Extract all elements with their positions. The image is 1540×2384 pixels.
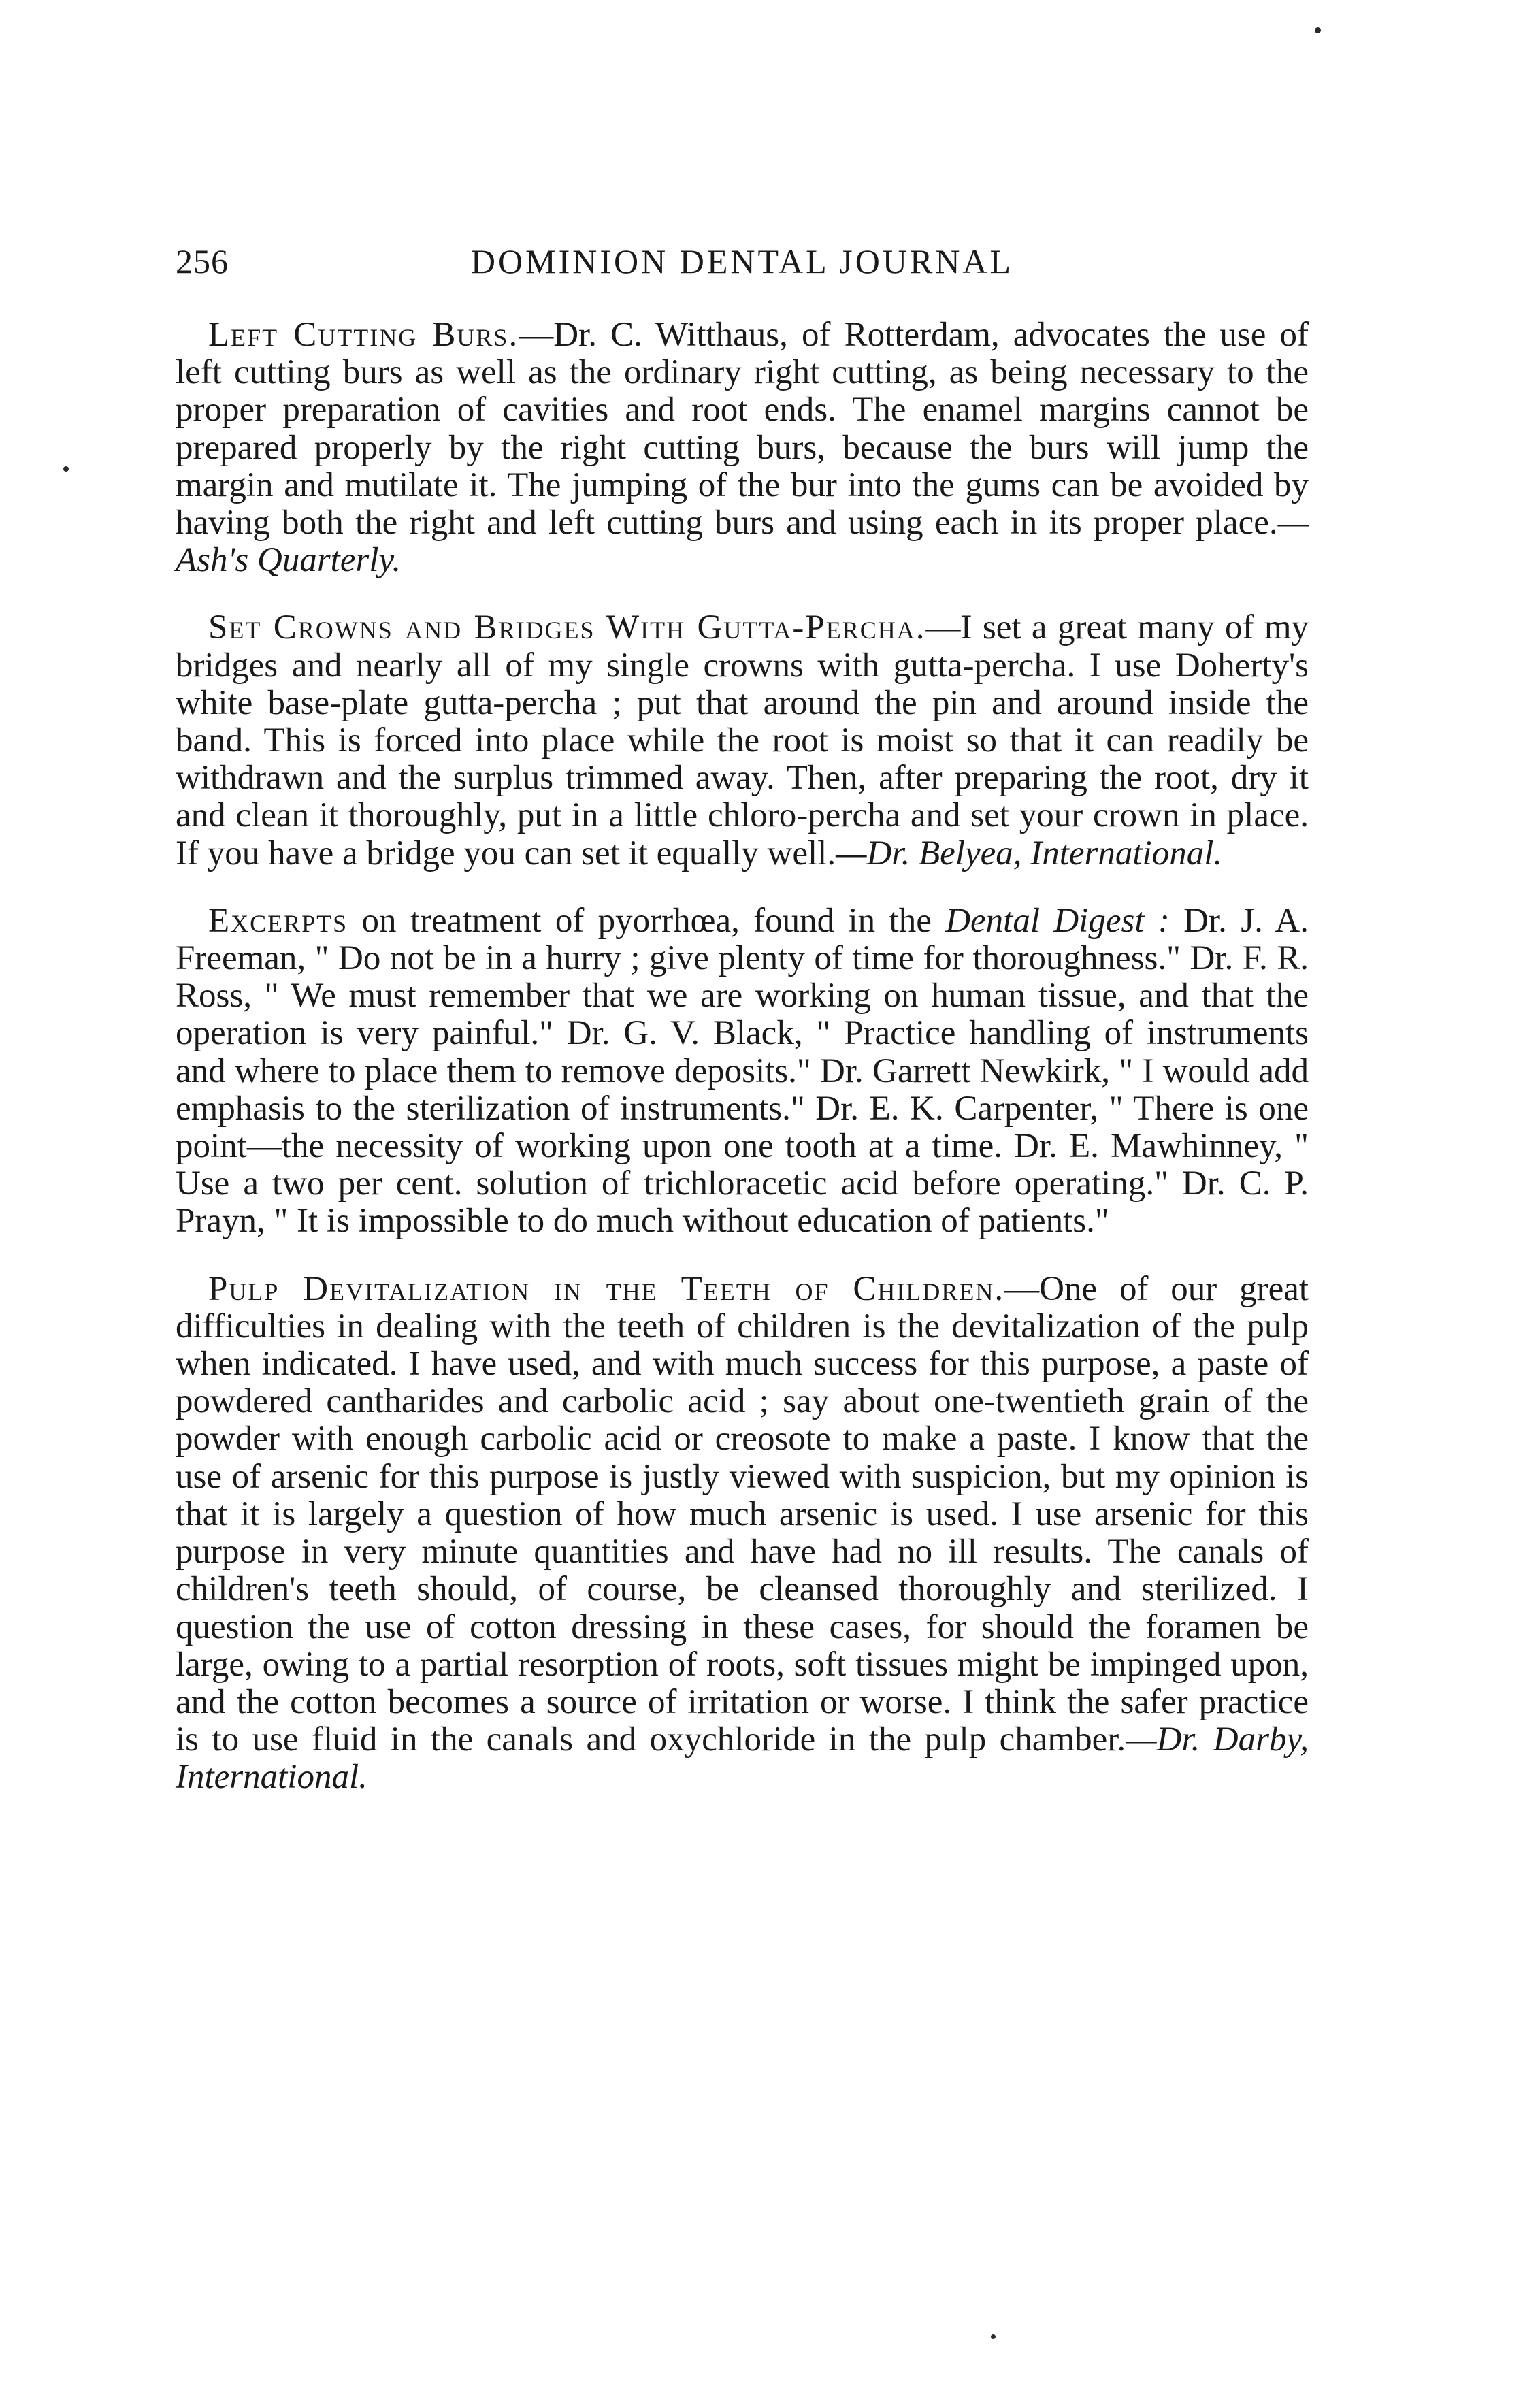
running-title: DOMINION DENTAL JOURNAL bbox=[470, 242, 1014, 280]
article-excerpts bbox=[176, 902, 1309, 1241]
article-heading: Left Cutting Burs. bbox=[208, 316, 519, 354]
article-heading: Set Crowns and Bridges With Gutta-Percha. bbox=[208, 608, 926, 647]
article-source-title: Dental Digest : bbox=[945, 901, 1170, 940]
scan-speck bbox=[1315, 27, 1321, 33]
article-left-cutting-burs bbox=[176, 316, 1309, 579]
article-body: —I set a great many of my bridges and nearly all of my single crowns with gutta-percha. I use Doherty's white base-plate gutta-percha ; put that around the pin and around inside the band. This is forced into place while the root is moist so that it can readily be withdrawn and the surplus trimmed away. Then, after preparing the root, dry it and clean it thoroughly, put in a little chloro-percha and set your crown in place. If you have a bridge you can set it equally well. bbox=[176, 608, 1309, 872]
article-body-intro: on treatment of pyorrhœa, found in the bbox=[348, 901, 946, 940]
scan-speck bbox=[991, 2334, 996, 2339]
article-heading: Excerpts bbox=[208, 901, 348, 940]
article-source: —Dr. Belyea, International. bbox=[836, 834, 1223, 872]
article-source: —Dr. Darby, International. bbox=[176, 1720, 1309, 1797]
article-pulp-devitalization bbox=[176, 1271, 1309, 1797]
page-number: 256 bbox=[176, 242, 229, 280]
scan-speck bbox=[63, 466, 69, 472]
article-body: —One of our great difficulties in dealing with the teeth of children is the devitalization of the pulp when indicated. I have used, and with much success for this purpose, a paste of powdered cantharides and carbolic acid ; say about one-twentieth grain of the powder with enough carbolic acid or creosote to make a paste. I know that the use of arsenic for this purpose is justly viewed with suspicion, but my opinion is that it is largely a question of how much arsenic is used. I use arsenic for this purpose in very minute quantities and have had no ill results. The canals of children's teeth should, of course, be cleansed thoroughly and sterilized. I question the use of cotton dressing in these cases, for should the foramen be large, owing to a partial resorption of roots, soft tissues might be impinged upon, and the cotton becomes a source of irritation or worse. I think the safer practice is to use fluid in the canals and oxychloride in the pulp chamber. bbox=[176, 1269, 1309, 1759]
article-heading: Pulp Devitalization in the Teeth of Children. bbox=[208, 1269, 1005, 1308]
article-body: Dr. J. A. Freeman, " Do not be in a hurry ; give plenty of time for thoroughness." Dr. F. R. Ross, " We must remember that we are working on human tissue, and that the operation is very painful." Dr. G. V. Black, " Practice handling of instruments and where to place them to remove deposits." Dr. Garrett Newkirk, " I would add emphasis to the sterilization of instruments." Dr. E. K. Carpenter, " There is one point—the necessity of working upon one tooth at a time. Dr. E. Mawhinney, " Use a two per cent. solution of trichloracetic acid before operating." Dr. C. P. Prayn, " It is impossible to do much without education of patients." bbox=[176, 901, 1309, 1241]
article-source: —Ash's Quarterly. bbox=[176, 504, 1309, 580]
page-header bbox=[176, 242, 1309, 289]
article-body: —Dr. C. Witthaus, of Rotterdam, advocates the use of left cutting burs as well as the ordinary right cutting, as being necessary to the proper preparation of cavities and root ends. The enamel margins cannot be prepared properly by the right cutting burs, because the burs will jump the margin and mutilate it. The jumping of the bur into the gums can be avoided by having both the right and left cutting burs and using each in its proper place. bbox=[176, 316, 1309, 542]
article-set-crowns bbox=[176, 609, 1309, 872]
journal-page bbox=[176, 242, 1309, 1827]
